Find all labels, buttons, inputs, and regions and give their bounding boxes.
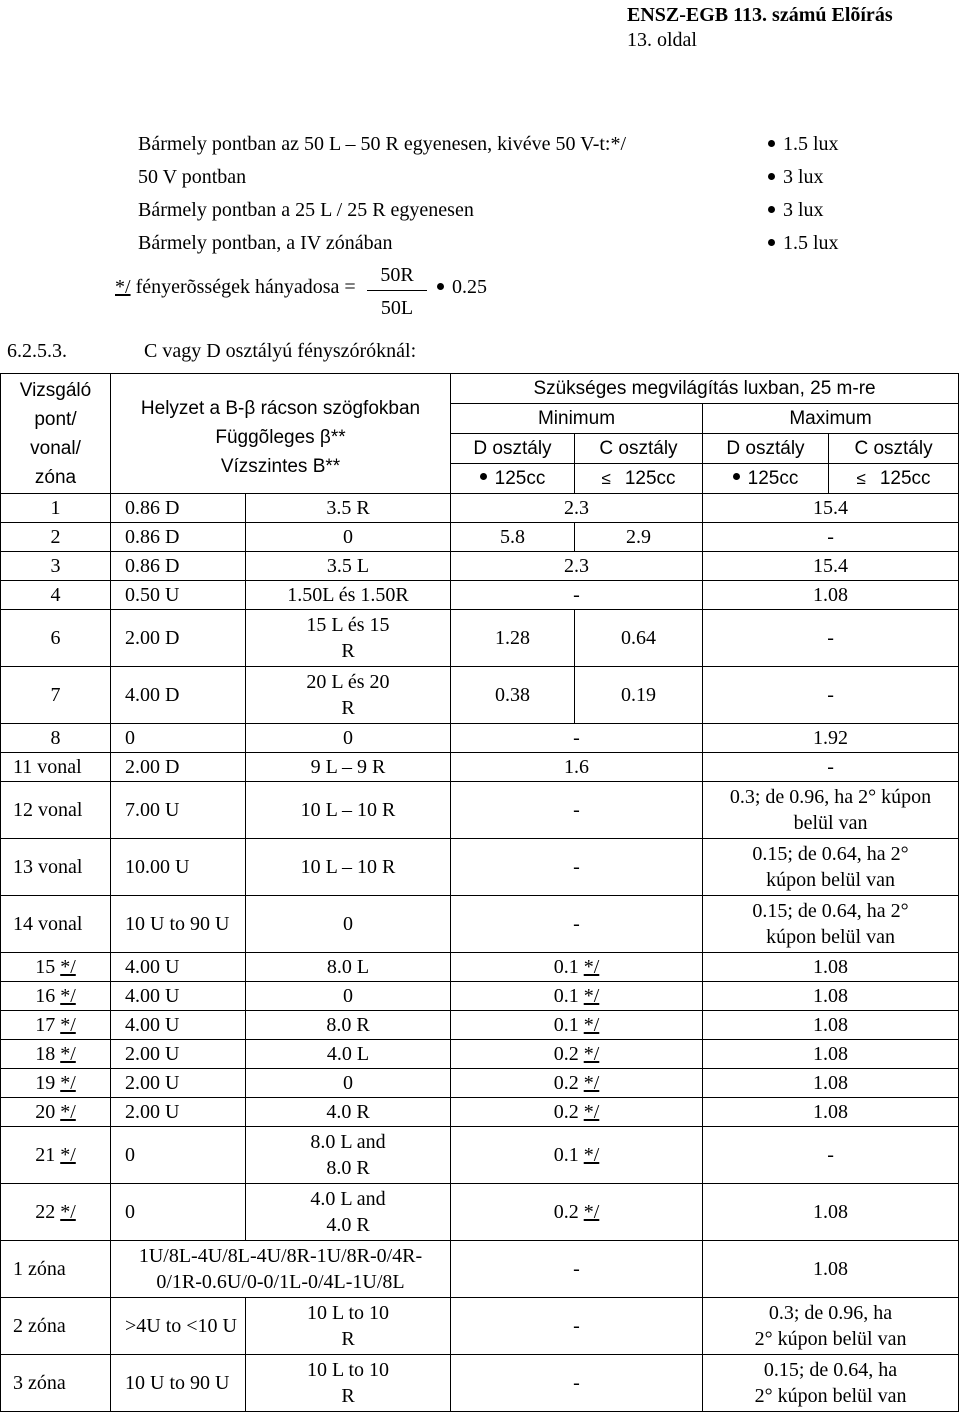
cell-minimum: - [451, 896, 703, 953]
table-row [1, 1241, 959, 1298]
cell-vertical: 2.00 D [111, 610, 246, 667]
cell-vertical: 2.00 U [111, 1069, 246, 1098]
cell-vertical: 10.00 U [111, 839, 246, 896]
footnote-marker: */ [60, 956, 76, 978]
header-cc: ≤ 125cc [575, 464, 703, 494]
cell-maximum: - [703, 753, 959, 782]
header-c-class: C osztály [575, 434, 703, 464]
footnote-marker: */ [60, 1101, 76, 1123]
ratio-fraction [367, 262, 427, 321]
cell-minimum: 0.1 */ [451, 982, 703, 1011]
illumination-table [0, 373, 959, 1412]
cell-point: 11 vonal [1, 753, 111, 782]
cell-horizontal: 4.0 L and 4.0 R [246, 1184, 451, 1241]
table-row [1, 896, 959, 953]
cell-vertical: 2.00 D [111, 753, 246, 782]
cell-maximum: - [703, 523, 959, 552]
cell-horizontal: 4.0 L [246, 1040, 451, 1069]
footnote-marker: */ [60, 1014, 76, 1036]
cell-point: 15 */ [1, 953, 111, 982]
cell-vertical: 0.50 U [111, 581, 246, 610]
cell-maximum: 1.08 [703, 953, 959, 982]
header-cc: ≤ 125cc [829, 464, 959, 494]
cell-vertical: 0.86 D [111, 523, 246, 552]
cell-point: 22 */ [1, 1184, 111, 1241]
cell-horizontal: 0 [246, 523, 451, 552]
footnote-marker: */ [583, 1072, 600, 1094]
lux-value-4: 1.5 lux [768, 227, 839, 260]
table-row [1, 1098, 959, 1127]
header-minimum: Minimum [451, 404, 703, 434]
cell-maximum: 1.08 [703, 1241, 959, 1298]
table-row [1, 724, 959, 753]
cell-vertical: 10 U to 90 U [111, 1355, 246, 1412]
cell-vertical: 2.00 U [111, 1098, 246, 1127]
lux-label-3: Bármely pontban a 25 L / 25 R egyenesen [138, 199, 474, 221]
cell-vertical: 7.00 U [111, 782, 246, 839]
cell-minimum: - [451, 1355, 703, 1412]
less-equal-icon: ≤ [856, 469, 866, 488]
cell-point: 18 */ [1, 1040, 111, 1069]
header-d-class: D osztály [703, 434, 829, 464]
cell-maximum: 1.08 [703, 1040, 959, 1069]
table-row [1, 667, 959, 724]
header-cc: 125cc [451, 464, 575, 494]
cell-point: 1 [1, 494, 111, 523]
table-row [1, 753, 959, 782]
table-row [1, 1011, 959, 1040]
header-maximum: Maximum [703, 404, 959, 434]
cell-vertical: 10 U to 90 U [111, 896, 246, 953]
cell-minimum: 0.2 */ [451, 1040, 703, 1069]
cell-vertical: 4.00 U [111, 953, 246, 982]
cell-horizontal: 3.5 L [246, 552, 451, 581]
cell-vertical: 2.00 U [111, 1040, 246, 1069]
cell-maximum: 1.08 [703, 1011, 959, 1040]
header-position: Helyzet a B-β rácson szögfokban Függõleges β** Vízszintes B** [111, 374, 451, 494]
cell-minimum: - [451, 1298, 703, 1355]
cell-maximum: 0.15; de 0.64, ha 2° kúpon belül van [703, 839, 959, 896]
footnote-marker: */ [583, 956, 600, 978]
cell-min-d: 0.38 [451, 667, 575, 724]
bullet-icon [768, 173, 775, 180]
page-number: 13. oldal [627, 29, 697, 51]
lux-label-2: 50 V pontban [138, 166, 247, 188]
less-equal-icon: ≤ [601, 469, 611, 488]
cell-point: 4 [1, 581, 111, 610]
cell-horizontal: 10 L to 10 R [246, 1355, 451, 1412]
cell-vertical: 4.00 D [111, 667, 246, 724]
cell-horizontal: 9 L – 9 R [246, 753, 451, 782]
ratio-value: 0.25 [452, 276, 487, 298]
cell-horizontal: 10 L to 10 R [246, 1298, 451, 1355]
footnote-marker: */ [583, 985, 600, 1007]
cell-horizontal: 3.5 R [246, 494, 451, 523]
bullet-icon [768, 140, 775, 147]
header-c-class: C osztály [829, 434, 959, 464]
cell-vertical: 4.00 U [111, 1011, 246, 1040]
footnote-marker: */ [583, 1043, 600, 1065]
lux-label-4: Bármely pontban, a IV zónában [138, 232, 393, 254]
footnote-marker: */ [60, 1201, 76, 1223]
cell-horizontal: 1.50L és 1.50R [246, 581, 451, 610]
cell-minimum: 0.1 */ [451, 953, 703, 982]
cell-horizontal: 8.0 R [246, 1011, 451, 1040]
bullet-icon [480, 473, 487, 480]
cell-maximum: 1.08 [703, 1184, 959, 1241]
cell-point: 17 */ [1, 1011, 111, 1040]
footnote-marker: */ [60, 1043, 76, 1065]
cell-minimum: - [451, 839, 703, 896]
bullet-icon [733, 473, 740, 480]
table-row [1, 1069, 959, 1098]
cell-maximum: - [703, 610, 959, 667]
cell-horizontal: 8.0 L [246, 953, 451, 982]
footnote-marker: */ [583, 1144, 600, 1166]
header-d-class: D osztály [451, 434, 575, 464]
bullet-icon [437, 283, 444, 290]
cell-horizontal: 10 L – 10 R [246, 782, 451, 839]
cell-point: 2 zóna [1, 1298, 111, 1355]
table-row [1, 1298, 959, 1355]
footnote-marker: */ [60, 1072, 76, 1094]
ratio-numerator: 50R [367, 262, 427, 291]
cell-position: 1U/8L-4U/8L-4U/8R-1U/8R-0/4R- 0/1R-0.6U/0-0/1L-0/4L-1U/8L [111, 1241, 451, 1298]
table-row [1, 1355, 959, 1412]
footnote-marker: */ [583, 1101, 600, 1123]
cell-vertical: >4U to <10 U [111, 1298, 246, 1355]
footnote-marker: */ [583, 1201, 600, 1223]
cell-point: 21 */ [1, 1127, 111, 1184]
table-row [1, 610, 959, 667]
cell-min-c: 0.19 [575, 667, 703, 724]
cell-min-c: 2.9 [575, 523, 703, 552]
cell-horizontal: 8.0 L and 8.0 R [246, 1127, 451, 1184]
cell-minimum: 0.2 */ [451, 1069, 703, 1098]
cell-horizontal: 0 [246, 982, 451, 1011]
ratio-denominator: 50L [380, 297, 414, 319]
table-row [1, 1184, 959, 1241]
footnote-marker: */ [60, 985, 76, 1007]
cell-min-d: 1.28 [451, 610, 575, 667]
cell-minimum: 2.3 [451, 552, 703, 581]
cell-point: 16 */ [1, 982, 111, 1011]
cell-vertical: 0 [111, 724, 246, 753]
table-row [1, 782, 959, 839]
cell-maximum: 1.08 [703, 1069, 959, 1098]
cell-point: 2 [1, 523, 111, 552]
table-row [1, 523, 959, 552]
table-row [1, 1127, 959, 1184]
cell-maximum: 1.92 [703, 724, 959, 753]
cell-point: 7 [1, 667, 111, 724]
cell-maximum: 0.3; de 0.96, ha 2° kúpon belül van [703, 782, 959, 839]
cell-point: 20 */ [1, 1098, 111, 1127]
cell-point: 3 zóna [1, 1355, 111, 1412]
cell-horizontal: 0 [246, 1069, 451, 1098]
cell-point: 6 [1, 610, 111, 667]
cell-maximum: 15.4 [703, 494, 959, 523]
cell-vertical: 0.86 D [111, 552, 246, 581]
cell-maximum: 0.15; de 0.64, ha 2° kúpon belül van [703, 896, 959, 953]
cell-horizontal: 0 [246, 896, 451, 953]
header-required-lux: Szükséges megvilágítás luxban, 25 m-re [451, 374, 959, 404]
cell-maximum: - [703, 667, 959, 724]
cell-point: 19 */ [1, 1069, 111, 1098]
intensity-ratio [115, 262, 515, 322]
cell-minimum: 0.2 */ [451, 1184, 703, 1241]
cell-minimum: 1.6 [451, 753, 703, 782]
lux-value-1: 1.5 lux [768, 128, 839, 161]
document-title: ENSZ-EGB 113. számú Elõírás [627, 4, 893, 26]
cell-horizontal: 0 [246, 724, 451, 753]
cell-minimum: 0.1 */ [451, 1127, 703, 1184]
cell-maximum: 1.08 [703, 1098, 959, 1127]
cell-maximum: 15.4 [703, 552, 959, 581]
table-row [1, 839, 959, 896]
section-number: 6.2.5.3. [7, 340, 67, 362]
cell-maximum: 1.08 [703, 581, 959, 610]
table-row [1, 581, 959, 610]
cell-horizontal: 10 L – 10 R [246, 839, 451, 896]
cell-vertical: 0 [111, 1184, 246, 1241]
cell-point: 1 zóna [1, 1241, 111, 1298]
header-point: Vizsgáló pont/ vonal/ zóna [1, 374, 111, 494]
cell-vertical: 0 [111, 1127, 246, 1184]
table-row [1, 494, 959, 523]
header-cc: 125cc [703, 464, 829, 494]
table-row [1, 953, 959, 982]
header-row [1, 374, 959, 404]
table-row [1, 552, 959, 581]
cell-minimum: 0.2 */ [451, 1098, 703, 1127]
cell-min-d: 5.8 [451, 523, 575, 552]
cell-vertical: 4.00 U [111, 982, 246, 1011]
footnote-marker: */ [115, 276, 131, 298]
cell-point: 3 [1, 552, 111, 581]
cell-horizontal: 4.0 R [246, 1098, 451, 1127]
cell-minimum: - [451, 782, 703, 839]
cell-minimum: 0.1 */ [451, 1011, 703, 1040]
cell-maximum: - [703, 1127, 959, 1184]
lux-label-1: Bármely pontban az 50 L – 50 R egyenesen, kivéve 50 V-t:*/ [138, 133, 627, 155]
cell-minimum: 2.3 [451, 494, 703, 523]
lux-value-2: 3 lux [768, 161, 824, 194]
cell-maximum: 0.3; de 0.96, ha 2° kúpon belül van [703, 1298, 959, 1355]
bullet-icon [768, 206, 775, 213]
cell-minimum: - [451, 724, 703, 753]
cell-point: 12 vonal [1, 782, 111, 839]
table-row [1, 982, 959, 1011]
cell-point: 14 vonal [1, 896, 111, 953]
cell-point: 13 vonal [1, 839, 111, 896]
cell-minimum: - [451, 1241, 703, 1298]
cell-horizontal: 15 L és 15 R [246, 610, 451, 667]
cell-horizontal: 20 L és 20 R [246, 667, 451, 724]
cell-min-c: 0.64 [575, 610, 703, 667]
lux-value-3: 3 lux [768, 194, 824, 227]
cell-vertical: 0.86 D [111, 494, 246, 523]
bullet-icon [768, 239, 775, 246]
cell-maximum: 1.08 [703, 982, 959, 1011]
cell-minimum: - [451, 581, 703, 610]
section-title: C vagy D osztályú fényszóróknál: [144, 340, 417, 362]
cell-maximum: 0.15; de 0.64, ha 2° kúpon belül van [703, 1355, 959, 1412]
cell-point: 8 [1, 724, 111, 753]
footnote-marker: */ [583, 1014, 600, 1036]
footnote-marker: */ [60, 1144, 76, 1166]
ratio-label: fényerõsségek hányadosa = [135, 276, 356, 298]
table-row [1, 1040, 959, 1069]
